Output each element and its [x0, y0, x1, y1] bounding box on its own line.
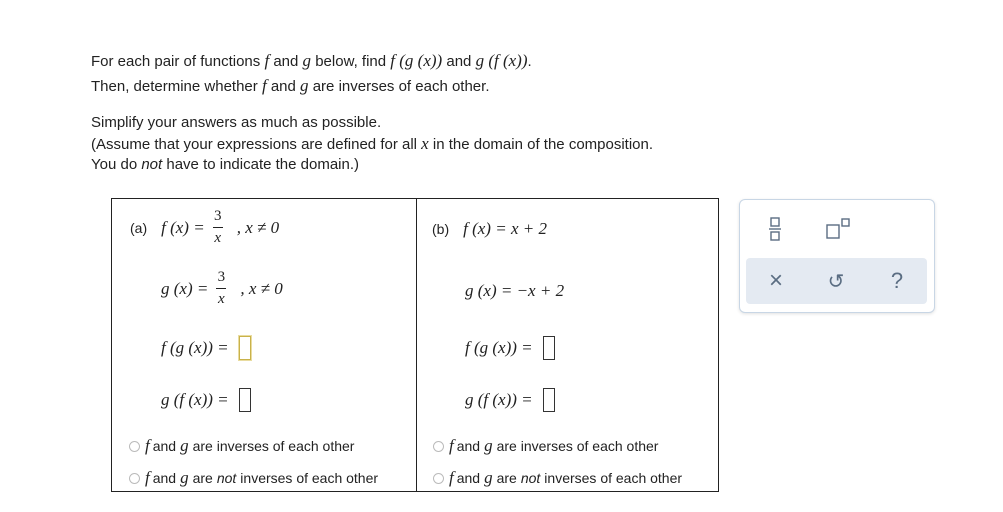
- part-b-f-definition: [432, 219, 547, 239]
- instruction-text: (Assume that your expressions are defined for all: [91, 136, 417, 153]
- part-a-f-lhs: f (x) =: [161, 217, 205, 237]
- part-b-gf-row: [465, 388, 555, 412]
- instruction-line-3: Simplify your answers as much as possible.: [91, 114, 382, 131]
- part-a-f-fraction: [213, 209, 223, 246]
- superscript-icon[interactable]: [824, 216, 854, 242]
- part-b-fg-lhs: f (g (x)) =: [465, 338, 533, 357]
- math-g: g: [300, 76, 309, 95]
- instruction-text: in the domain of the composition.: [432, 136, 654, 153]
- fraction-denominator: x: [218, 291, 225, 307]
- fraction-icon[interactable]: [764, 214, 786, 244]
- palette-action-bar: [746, 258, 927, 304]
- option-label: are: [496, 470, 517, 486]
- radio-button[interactable]: [129, 441, 140, 452]
- part-a-panel: [111, 198, 417, 492]
- emphasis-not: not: [520, 470, 541, 486]
- part-a-gf-lhs: g (f (x)) =: [161, 390, 229, 409]
- part-a-g-lhs: g (x) =: [161, 278, 209, 298]
- help-icon[interactable]: ?: [890, 268, 904, 293]
- part-a-gf-answer-input[interactable]: [239, 388, 251, 412]
- instruction-line-2: [91, 75, 490, 97]
- part-a-fg-row: [161, 336, 251, 360]
- math-tool-palette: [739, 199, 935, 313]
- emphasis-not: not: [141, 156, 163, 173]
- and-text: and: [152, 470, 177, 486]
- instruction-text: below, find: [315, 53, 387, 70]
- part-a-g-definition: [161, 270, 283, 307]
- part-b-panel: [416, 198, 719, 492]
- instruction-text: and: [446, 53, 472, 70]
- fraction-bar: [213, 227, 223, 228]
- instruction-text: You do: [91, 156, 138, 173]
- fraction-bar: [216, 288, 226, 289]
- part-a-g-condition: , x ≠ 0: [240, 278, 283, 298]
- instruction-text: For each pair of functions: [91, 53, 261, 70]
- instruction-line-1: For each pair of functions f and g below, find f (g (x)) and g (f (x)).: [91, 51, 532, 70]
- option-label: are inverses of each other: [192, 438, 355, 454]
- instruction-line-4: [91, 133, 653, 155]
- part-b-label: (b): [432, 221, 450, 237]
- math-f: f: [449, 468, 454, 487]
- fraction-numerator: 3: [217, 269, 226, 285]
- math-g: g: [302, 51, 312, 70]
- instruction-text: and: [273, 53, 299, 70]
- math-f: f: [145, 436, 150, 455]
- math-g: g: [484, 468, 493, 487]
- and-text: and: [152, 438, 177, 454]
- fraction-numerator: 3: [213, 208, 222, 224]
- part-a-f-definition: [130, 209, 279, 246]
- instruction-text: Then, determine whether: [91, 78, 258, 95]
- part-a-label: (a): [130, 219, 148, 236]
- fraction-icon-graphic: [768, 216, 782, 242]
- math-f: f: [261, 76, 267, 95]
- option-label: inverses of each other: [240, 470, 379, 486]
- option-label: inverses of each other: [544, 470, 683, 486]
- clear-icon[interactable]: ×: [768, 267, 783, 294]
- part-a-f-condition: , x ≠ 0: [236, 217, 280, 237]
- and-text: and: [456, 438, 481, 454]
- math-x: x: [421, 134, 429, 153]
- part-a-inverses-option[interactable]: [129, 436, 354, 456]
- math-f: f: [264, 51, 270, 70]
- part-a-not-inverses-option[interactable]: [129, 468, 378, 488]
- part-b-inverses-option[interactable]: [433, 436, 658, 456]
- instruction-text: have to indicate the domain.): [166, 156, 359, 173]
- instruction-text: are inverses of each other.: [312, 78, 490, 95]
- instruction-text: and: [270, 78, 296, 95]
- part-b-g-definition: [465, 281, 564, 301]
- part-a-g-fraction: [216, 270, 226, 307]
- math-g: g: [484, 436, 493, 455]
- emphasis-not: not: [216, 470, 237, 486]
- part-a-fg-lhs: f (g (x)) =: [161, 338, 229, 357]
- part-a-fg-answer-input[interactable]: [239, 336, 251, 360]
- radio-button[interactable]: [433, 441, 444, 452]
- part-b-fg-answer-input[interactable]: [543, 336, 555, 360]
- part-b-g-definition-text: g (x) = −x + 2: [465, 281, 565, 300]
- undo-icon[interactable]: ↺: [827, 270, 845, 293]
- math-f-of-g: f (g (x)): [390, 51, 443, 70]
- radio-button[interactable]: [129, 473, 140, 484]
- option-label: are inverses of each other: [496, 438, 659, 454]
- and-text: and: [456, 470, 481, 486]
- fraction-denominator: x: [214, 230, 222, 246]
- math-g: g: [180, 436, 189, 455]
- math-g: g: [180, 468, 189, 487]
- part-b-gf-lhs: g (f (x)) =: [465, 390, 533, 409]
- part-b-f-definition-text: f (x) = x + 2: [463, 219, 547, 238]
- part-a-gf-row: [161, 388, 251, 412]
- instruction-line-5: [91, 154, 359, 175]
- math-g-of-f: g (f (x)): [475, 51, 528, 70]
- option-label: are: [192, 470, 213, 486]
- math-f: f: [449, 436, 454, 455]
- radio-button[interactable]: [433, 473, 444, 484]
- palette-top-row: [740, 200, 934, 256]
- part-b-gf-answer-input[interactable]: [543, 388, 555, 412]
- part-b-not-inverses-option[interactable]: [433, 468, 682, 488]
- superscript-icon-graphic: [825, 217, 853, 241]
- part-b-fg-row: [465, 336, 555, 360]
- math-f: f: [145, 468, 150, 487]
